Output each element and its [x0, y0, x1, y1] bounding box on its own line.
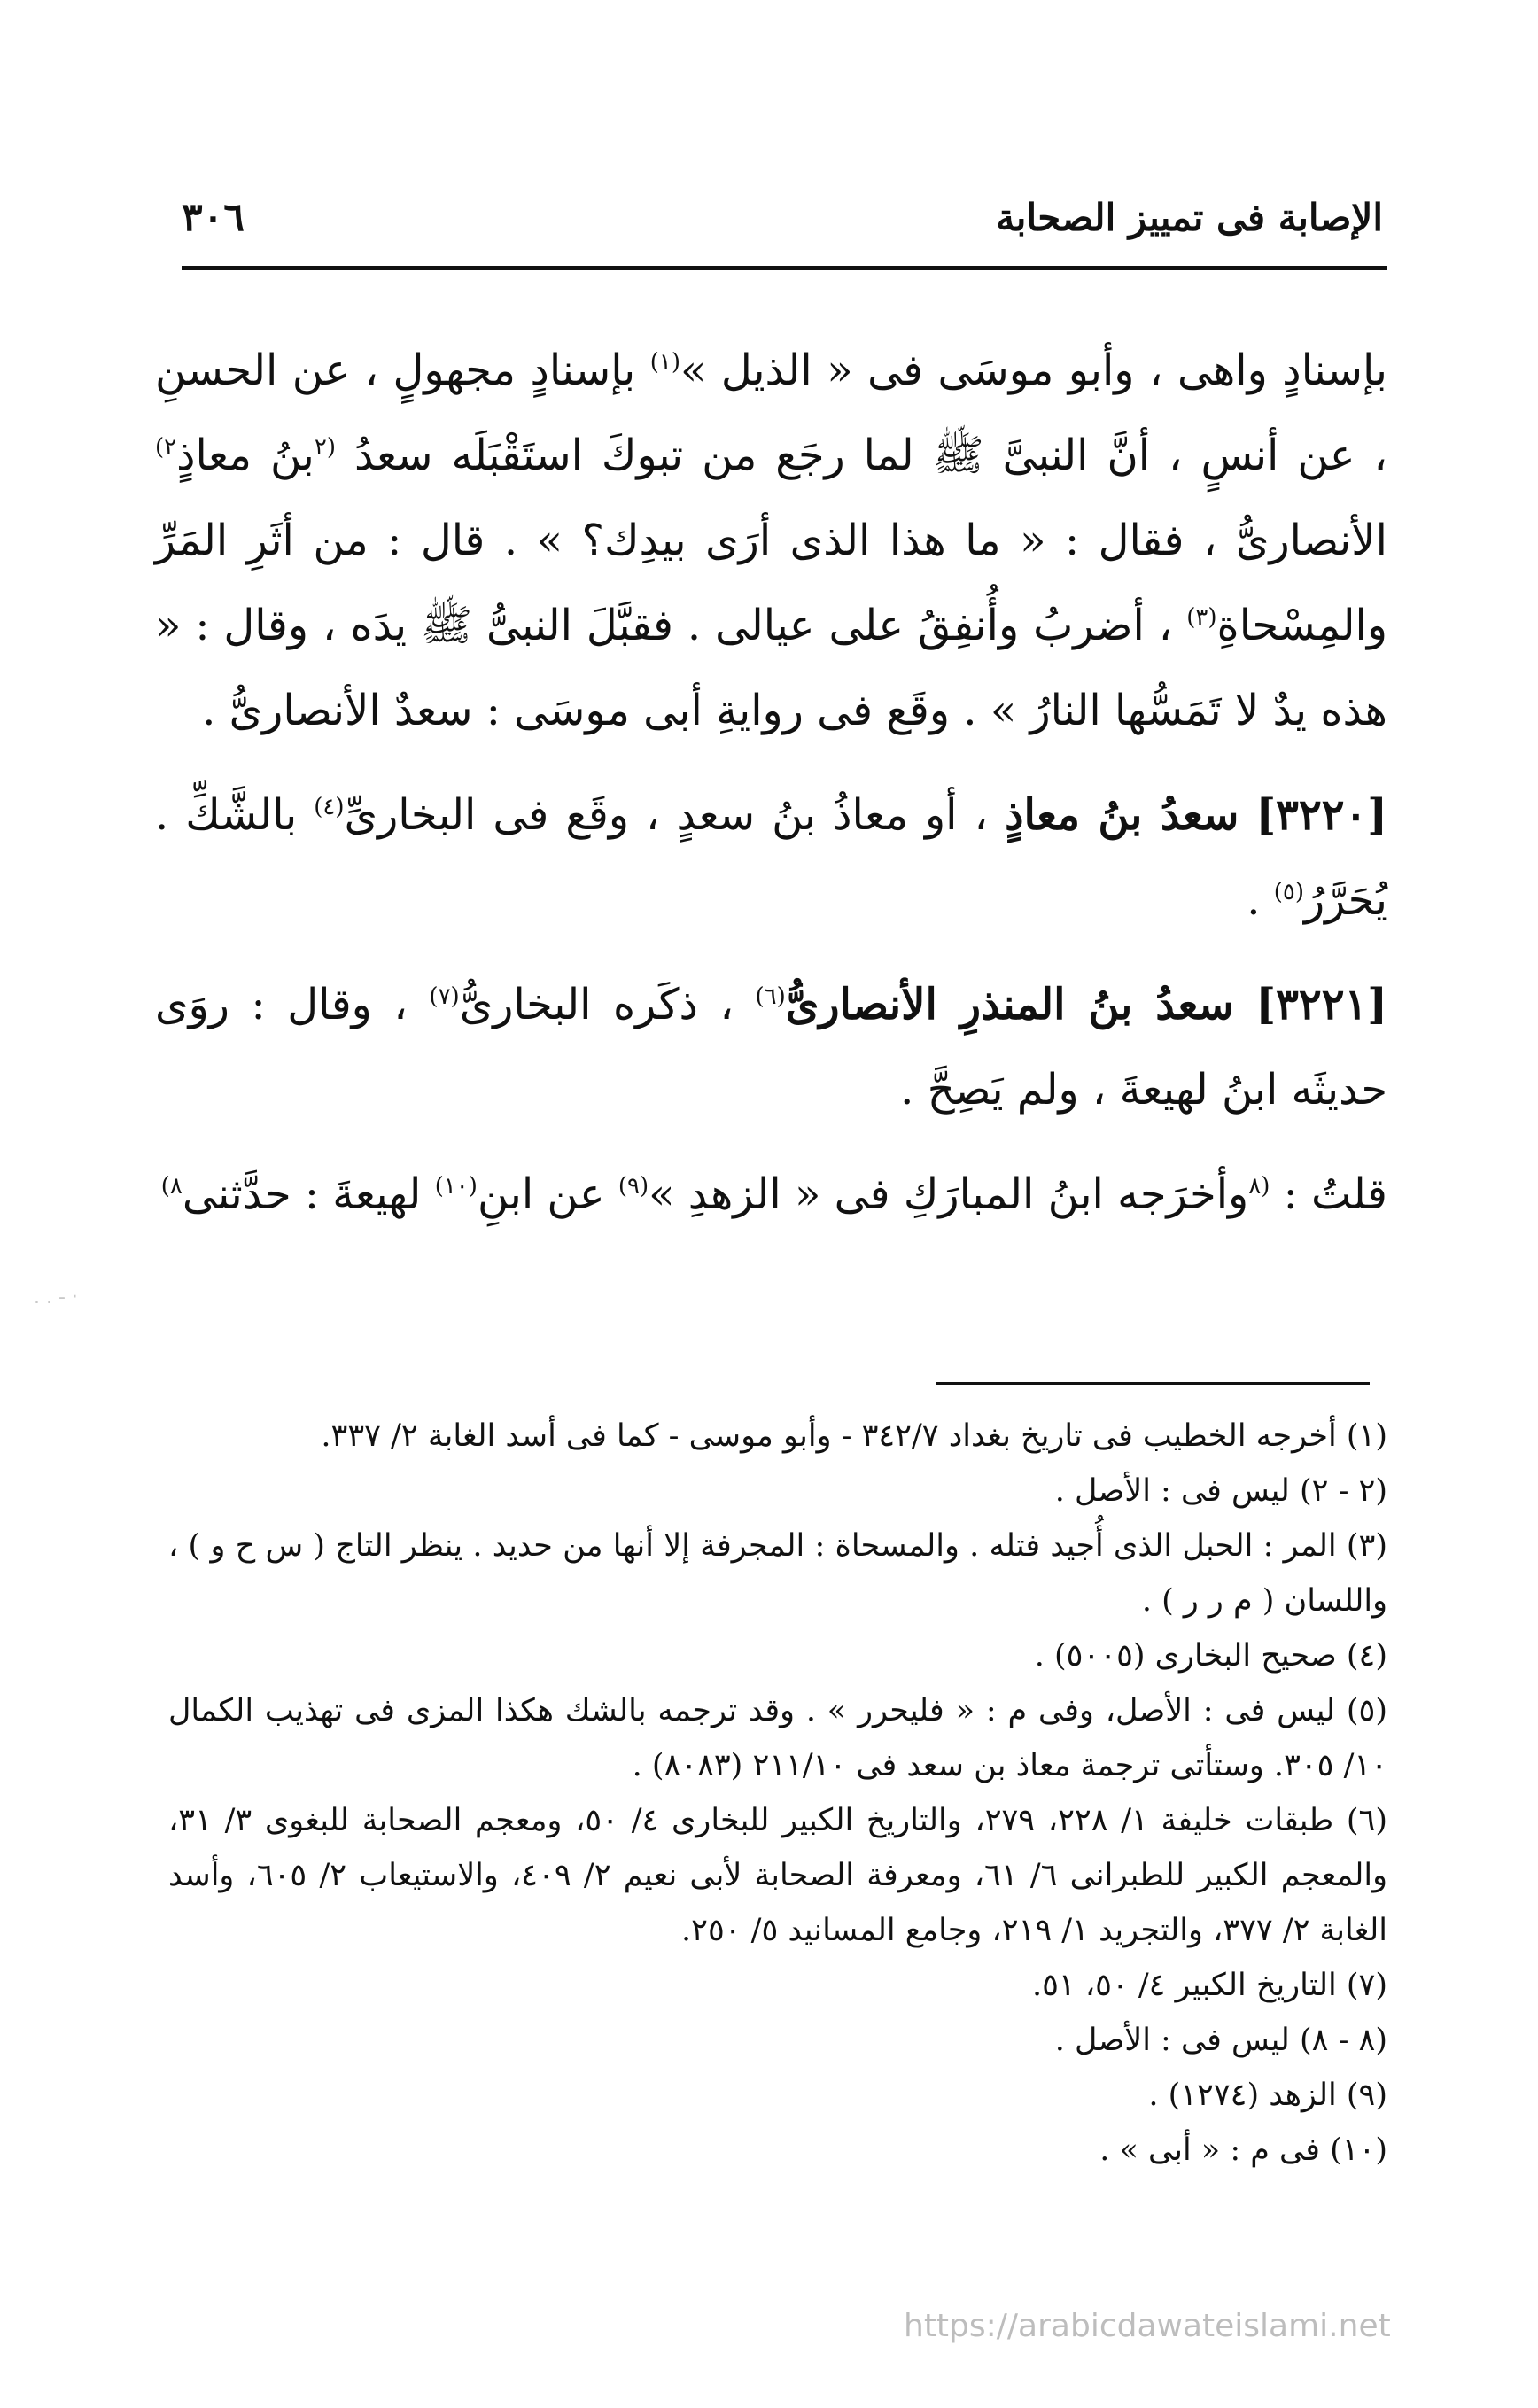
entry-number: [٣٢٢١] — [1255, 980, 1387, 1029]
text-segment: ، أو معاذُ بنُ سعدٍ ، وقَع فى البخارىِّ — [344, 790, 1006, 840]
footnote-6: (٦) طبقات خليفة ١/ ٢٢٨، ٢٧٩، والتاريخ الكبير للبخارى ٤/ ٥٠، ومعجم الصحابة للبغوى ٣/ ٣١، والمعجم الكبير للطبرانى ٦/ ٦١، ومعرفة الصحابة لأبى نعيم ٢/ ٤٠٩، والاستيعاب ٢/ ٦٠٥، وأسد الغابة ٢/ ٣٧٧، والتجريد ١/ ٢١٩، وجامع المسانيد ٥/ ٢٥٠. — [168, 1803, 1388, 1948]
footnote-10: (١٠) فى م : « أبى » . — [1099, 2132, 1387, 2168]
page-header — [182, 190, 1383, 244]
footnote-ref: (٣) — [1186, 604, 1217, 631]
text-segment: بالشَّكِّ . يُحَرَّرُ — [155, 790, 1387, 925]
scan-artifact: · - . . — [34, 1286, 78, 1309]
text-segment: . — [1247, 875, 1274, 925]
footnote-7: (٧) التاريخ الكبير ٤/ ٥٠، ٥١. — [1031, 1968, 1387, 2003]
footnote-ref: ٨) — [160, 1173, 183, 1200]
page-number: ٣٠٦ — [182, 194, 245, 240]
entry-3220 — [155, 773, 1387, 943]
footnote-4: (٤) صحيح البخارى (٥٠٠٥) . — [1034, 1638, 1387, 1674]
text-segment: بإسنادٍ واهى ، وأبو موسَى فى « الذيل » — [680, 346, 1387, 395]
text-segment: ، وقال : روَى حديثَه ابنُ لهيعةَ ، ولم يَصِحَّ . — [155, 980, 1387, 1115]
footnote-ref: (٨ — [1248, 1173, 1270, 1200]
paragraph-commentary — [155, 1152, 1387, 1237]
main-text — [155, 328, 1387, 1237]
paragraph-hadith — [155, 328, 1387, 753]
footnotes — [168, 1409, 1387, 2178]
text-segment: بإسنادٍ مجهولٍ ، عن الحسنِ ، عن أنسٍ ، أنَّ النبىَّ ﷺ لما رجَع من تبوكَ استَقْبَلَه سعدُ — [155, 346, 1387, 480]
footnote-5: (٥) ليس فى : الأصل، وفى م : « فليحرر » . وقد ترجمه بالشك هكذا المزى فى تهذيب الكمال ١٠/ ٣٠٥. وستأتى ترجمة معاذ بن سعد فى ٢١١/١٠ (٨٠٨٣) . — [168, 1693, 1387, 1783]
entry-name: سعدُ بنُ معاذٍ — [1005, 790, 1239, 840]
text-segment: قلتُ : — [1270, 1169, 1387, 1219]
footnote-ref: (٩) — [618, 1173, 649, 1200]
text-segment: ، ذكَره البخارىُّ — [459, 980, 756, 1029]
watermark-url: https://arabicdawateislami.net — [904, 2308, 1391, 2344]
entry-name: سعدُ بنُ المنذرِ الأنصارىُّ — [785, 980, 1234, 1029]
entry-3221 — [155, 962, 1387, 1132]
footnote-separator — [936, 1382, 1370, 1385]
text-segment: لهيعةَ : حدَّثنى — [182, 1169, 435, 1219]
footnote-1: (١) أخرجه الخطيب فى تاريخ بغداد ٣٤٢/٧ - وأبو موسى - كما فى أسد الغابة ٢/ ٣٣٧. — [321, 1418, 1387, 1454]
footnote-ref: (١٠) — [434, 1173, 478, 1200]
footnote-ref: ٢) — [155, 434, 177, 461]
text-segment: عن ابنِ — [477, 1169, 618, 1219]
entry-number: [٣٢٢٠] — [1255, 790, 1387, 840]
footnote-ref: (٧) — [429, 983, 460, 1010]
footnote-9: (٩) الزهد (١٢٧٤) . — [1148, 2078, 1387, 2113]
footnote-ref: (٦) — [755, 983, 786, 1010]
footnote-ref: (١) — [649, 349, 680, 376]
text-segment: بنُ معاذٍ — [176, 431, 315, 480]
text-segment: ، أضربُ وأُنفِقُ على عيالى . فقبَّلَ النبىُّ ﷺ يدَه ، وقال : « هذه يدٌ لا تَمَسُّها النارُ » . وقَع فى روايةِ أبى موسَى : سعدٌ الأنصارىُّ . — [155, 601, 1387, 735]
footnote-3: (٣) المر : الحبل الذى أُجيد فتله . والمسحاة : المجرفة إلا أنها من حديد . ينظر التاج ( س ح و ) ، واللسان ( م ر ر ) . — [168, 1528, 1387, 1619]
running-title: الإصابة فى تمييز الصحابة — [996, 195, 1383, 239]
footnote-8: (٨ - ٨) ليس فى : الأصل . — [1054, 2023, 1387, 2058]
header-rule — [182, 266, 1387, 270]
footnote-ref: (٢ — [314, 434, 336, 461]
text-segment: وأخرَجه ابنُ المبارَكِ فى « الزهدِ » — [649, 1169, 1249, 1219]
footnote-ref: (٥) — [1273, 879, 1304, 905]
text-segment: الأنصارىُّ ، فقال : « ما هذا الذى أرَى بيدِك؟ » . قال : من أثَرِ المَرِّ والمِسْحاةِ — [155, 516, 1388, 650]
footnote-ref: (٤) — [314, 794, 345, 820]
footnote-2: (٢ - ٢) ليس فى : الأصل . — [1054, 1473, 1387, 1509]
